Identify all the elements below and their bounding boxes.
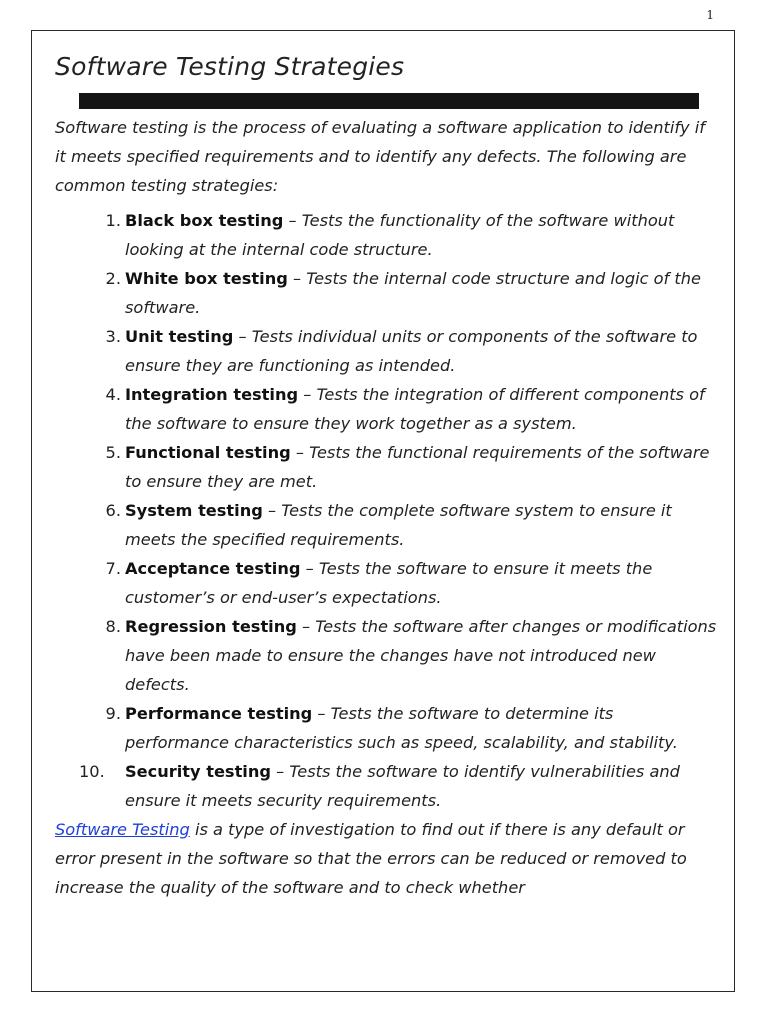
list-number: 6. bbox=[105, 501, 121, 520]
list-item bbox=[55, 380, 719, 438]
list-item bbox=[55, 757, 719, 815]
list-item bbox=[55, 554, 719, 612]
list-description: – Tests the functional requirements of the software to ensure they are met. bbox=[125, 443, 710, 491]
list-description: – Tests the software to determine its performance characteristics such as speed, scalability, and stability. bbox=[125, 704, 678, 752]
document-body bbox=[55, 49, 719, 902]
list-description: – Tests the internal code structure and logic of the software. bbox=[125, 269, 701, 317]
list-item bbox=[55, 206, 719, 264]
list-number: 2. bbox=[105, 269, 121, 288]
list-description: – Tests the complete software system to ensure it meets the specified requirements. bbox=[125, 501, 672, 549]
list-number: 8. bbox=[105, 617, 121, 636]
intro-paragraph: Software testing is the process of evaluating a software application to identify if it meets specified requirements and to identify any defects. The following are common testing strategies: bbox=[55, 118, 705, 195]
list-item bbox=[55, 612, 719, 699]
list-item bbox=[55, 496, 719, 554]
list-description: – Tests the functionality of the software without looking at the internal code structure. bbox=[125, 211, 675, 259]
list-term: System testing bbox=[125, 501, 263, 520]
closing-text: is a type of investigation to find out if there is any default or error present in the software so that the errors can be reduced or removed to increase the quality of the software and to check whether bbox=[55, 820, 687, 897]
list-term: Acceptance testing bbox=[125, 559, 301, 578]
closing-paragraph bbox=[55, 815, 719, 902]
list-number: 9. bbox=[105, 704, 121, 723]
list-term: Regression testing bbox=[125, 617, 297, 636]
list-term: Integration testing bbox=[125, 385, 299, 404]
list-description: – Tests the integration of different components of the software to ensure they work together as a system. bbox=[125, 385, 705, 433]
list-description: – Tests the software to ensure it meets the customer’s or end-user’s expectations. bbox=[125, 559, 653, 607]
list-description: – Tests the software after changes or modifications have been made to ensure the changes have not introduced new defects. bbox=[125, 617, 717, 694]
list-term: Black box testing bbox=[125, 211, 284, 230]
list-number: 4. bbox=[105, 385, 121, 404]
list-number: 3. bbox=[105, 327, 121, 346]
page-number: 1 bbox=[706, 8, 714, 22]
list-term: Functional testing bbox=[125, 443, 291, 462]
list-item bbox=[55, 699, 719, 757]
list-item bbox=[55, 322, 719, 380]
list-number: 7. bbox=[105, 559, 121, 578]
title-rule bbox=[79, 93, 699, 109]
list-number: 10. bbox=[79, 762, 105, 781]
list-term: Unit testing bbox=[125, 327, 234, 346]
list-description: – Tests the software to identify vulnerabilities and ensure it meets security requirements. bbox=[125, 762, 680, 810]
list-number: 1. bbox=[105, 211, 121, 230]
list-term: Security testing bbox=[125, 762, 271, 781]
list-description: – Tests individual units or components of the software to ensure they are functioning as intended. bbox=[125, 327, 698, 375]
strategies-list bbox=[55, 206, 719, 815]
list-term: Performance testing bbox=[125, 704, 313, 723]
list-item bbox=[55, 264, 719, 322]
page-frame bbox=[31, 30, 735, 992]
software-testing-link[interactable]: Software Testing bbox=[55, 820, 190, 839]
document-title: Software Testing Strategies bbox=[55, 52, 405, 81]
list-item bbox=[55, 438, 719, 496]
list-number: 5. bbox=[105, 443, 121, 462]
list-term: White box testing bbox=[125, 269, 288, 288]
